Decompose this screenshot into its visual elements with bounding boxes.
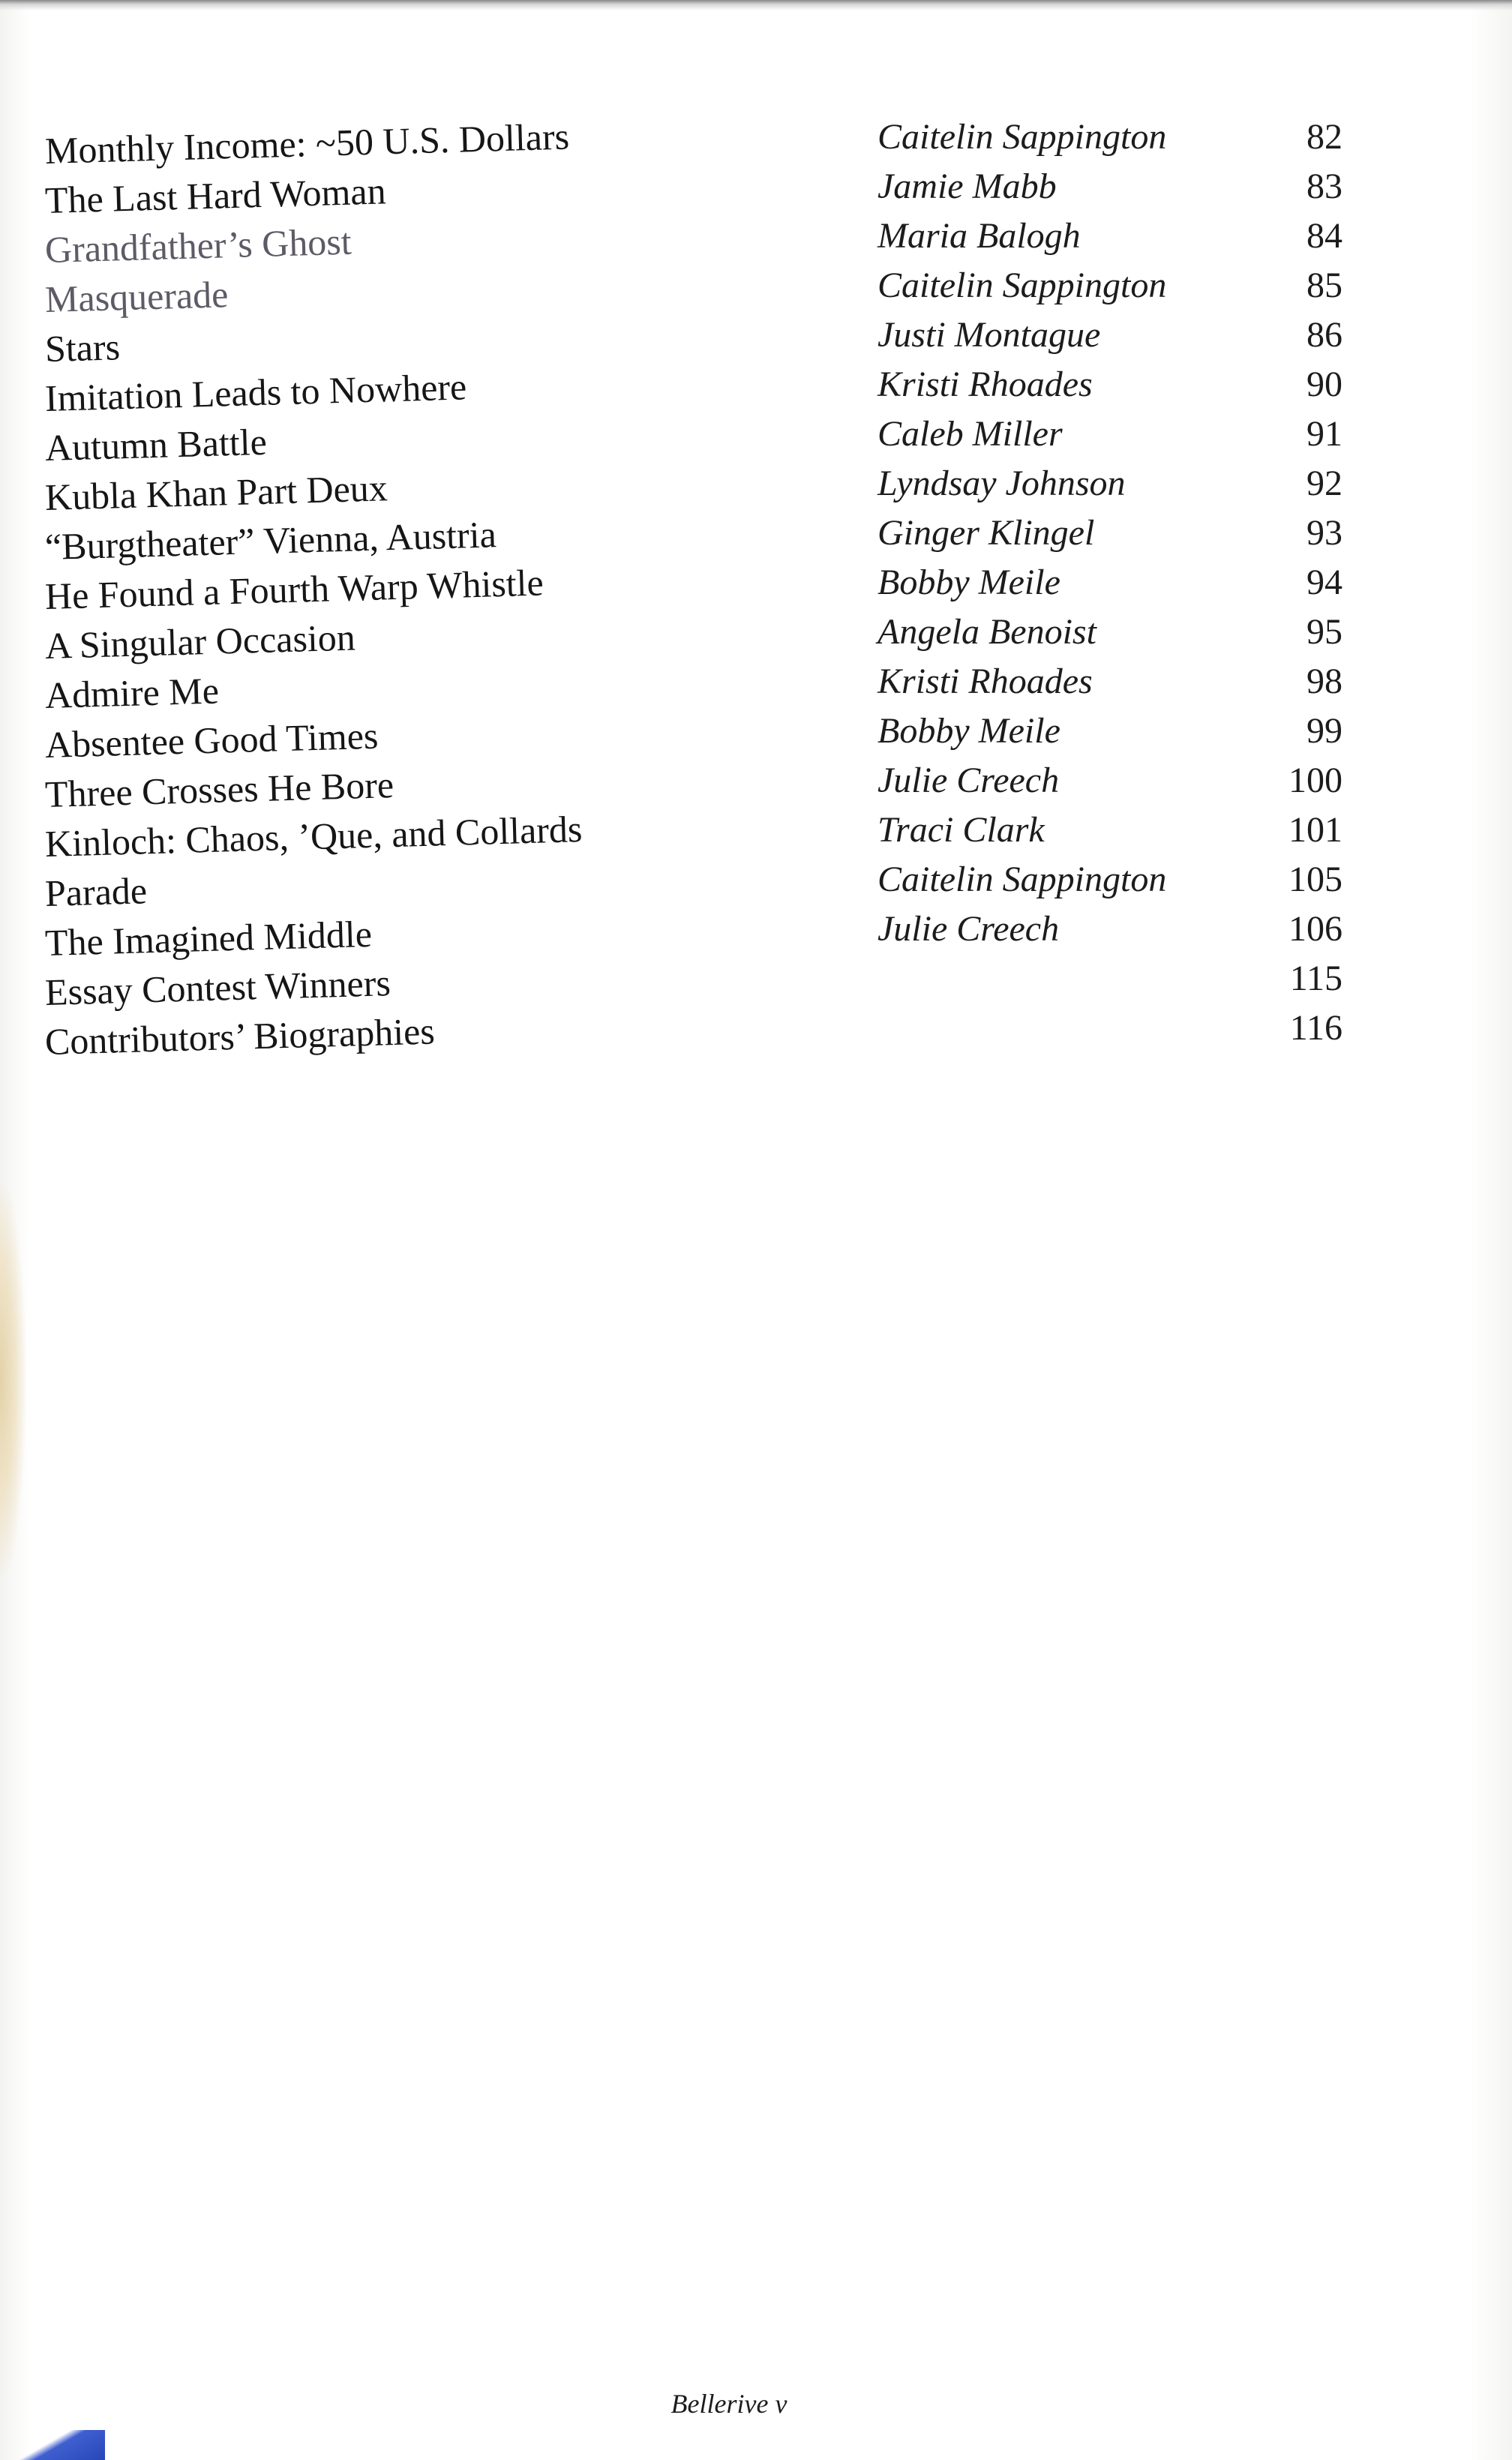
- toc-entry-author: Caitelin Sappington: [878, 266, 1167, 305]
- toc-entry-author: Kristi Rhoades: [878, 364, 1093, 404]
- toc-entry-title: The Imagined Middle: [44, 912, 373, 964]
- toc-entry-title: A Singular Occasion: [44, 616, 356, 667]
- toc-entry-page: 99: [1306, 711, 1342, 751]
- toc-entry-author: Julie Creech: [878, 760, 1060, 800]
- toc-entry-page: 82: [1306, 117, 1342, 157]
- toc-entry-title: Parade: [44, 869, 148, 914]
- toc-entry: [0, 459, 1512, 518]
- toc-entry-page: 98: [1306, 662, 1342, 701]
- toc-entry-page: 84: [1306, 216, 1342, 256]
- toc-entry-page: 105: [1288, 860, 1342, 899]
- toc-entry-author: Jamie Mabb: [878, 166, 1057, 206]
- toc-entry-page: 94: [1306, 562, 1342, 602]
- toc-entry-page: 91: [1306, 414, 1342, 454]
- toc-entry-page: 95: [1306, 612, 1342, 652]
- toc-entry: [0, 410, 1512, 469]
- toc-entry-page: 83: [1306, 166, 1342, 206]
- toc-entry-page: 86: [1306, 315, 1342, 355]
- toc-entry-title: Kinloch: Chaos, ’Que, and Collards: [44, 808, 584, 865]
- toc-entry-page: 115: [1289, 958, 1342, 998]
- toc-entry-author: Justi Montague: [878, 315, 1101, 355]
- toc-entry-author: Julie Creech: [878, 909, 1060, 949]
- toc-entry-page: 116: [1289, 1008, 1342, 1048]
- toc-entry-author: Bobby Meile: [878, 562, 1060, 602]
- toc-entry-title: Stars: [44, 326, 121, 370]
- toc-entry-page: 85: [1306, 266, 1342, 305]
- toc-entry-title: Masquerade: [44, 273, 230, 320]
- toc-entry-author: Maria Balogh: [878, 216, 1081, 256]
- toc-entry-page: 101: [1288, 810, 1342, 850]
- toc-entry-author: Caitelin Sappington: [878, 117, 1167, 157]
- toc-entry: [0, 904, 1512, 964]
- page-top-shadow: [0, 0, 1512, 10]
- toc-entry: [0, 855, 1512, 914]
- toc-entry-author: Angela Benoist: [878, 612, 1096, 652]
- toc-entry-author: Lyndsay Johnson: [878, 464, 1126, 503]
- toc-entry: [0, 657, 1512, 716]
- toc-entry: [0, 558, 1512, 617]
- toc-entry: [0, 756, 1512, 815]
- toc-entry: [0, 1004, 1512, 1063]
- toc-entry-title: The Last Hard Woman: [44, 170, 387, 221]
- toc-entry-author: Caleb Miller: [878, 414, 1063, 454]
- toc-entry-page: 100: [1288, 760, 1342, 800]
- toc-entry-author: Ginger Klingel: [878, 513, 1095, 553]
- toc-entry-page: 93: [1306, 513, 1342, 553]
- page-footer: Bellerive v: [670, 2389, 788, 2419]
- toc-entry: [0, 112, 1512, 172]
- toc-entry-title: Monthly Income: ~50 U.S. Dollars: [44, 115, 570, 172]
- toc-entry: [0, 954, 1512, 1013]
- toc-entry-title: Essay Contest Winners: [44, 962, 392, 1013]
- toc-entry: [0, 360, 1512, 419]
- toc-entry-author: Caitelin Sappington: [878, 860, 1167, 899]
- toc-entry-title: Autumn Battle: [44, 420, 268, 469]
- toc-entry: [0, 261, 1512, 320]
- toc-entry: [0, 706, 1512, 766]
- toc-entry-author: Bobby Meile: [878, 711, 1060, 751]
- toc-entry-page: 106: [1288, 909, 1342, 949]
- toc-entry-title: Absentee Good Times: [44, 714, 380, 766]
- toc-entry-title: Contributors’ Biographies: [44, 1010, 436, 1063]
- toc-entry-title: He Found a Fourth Warp Whistle: [44, 561, 544, 617]
- toc-entry-title: Admire Me: [44, 669, 220, 716]
- toc-entry: [0, 162, 1512, 221]
- toc-entry: [0, 608, 1512, 667]
- toc-entry-page: 90: [1306, 364, 1342, 404]
- toc-entry: [0, 508, 1512, 568]
- toc-entry-author: Traci Clark: [878, 810, 1045, 850]
- toc-entry-page: 92: [1306, 464, 1342, 503]
- background-blue-corner: [0, 2430, 105, 2460]
- toc-entry: [0, 212, 1512, 271]
- toc-entry-title: Three Crosses He Bore: [44, 764, 394, 815]
- toc-entry: [0, 310, 1512, 370]
- toc-entry-author: Kristi Rhoades: [878, 662, 1093, 701]
- toc-entry-title: Kubla Khan Part Deux: [44, 466, 388, 518]
- toc-entry-title: Grandfather’s Ghost: [44, 220, 352, 271]
- page-edge-stain: [0, 1185, 26, 1575]
- toc-entry: [0, 806, 1512, 865]
- toc-entry-title: “Burgtheater” Vienna, Austria: [44, 513, 497, 568]
- toc-entry-title: Imitation Leads to Nowhere: [44, 365, 467, 419]
